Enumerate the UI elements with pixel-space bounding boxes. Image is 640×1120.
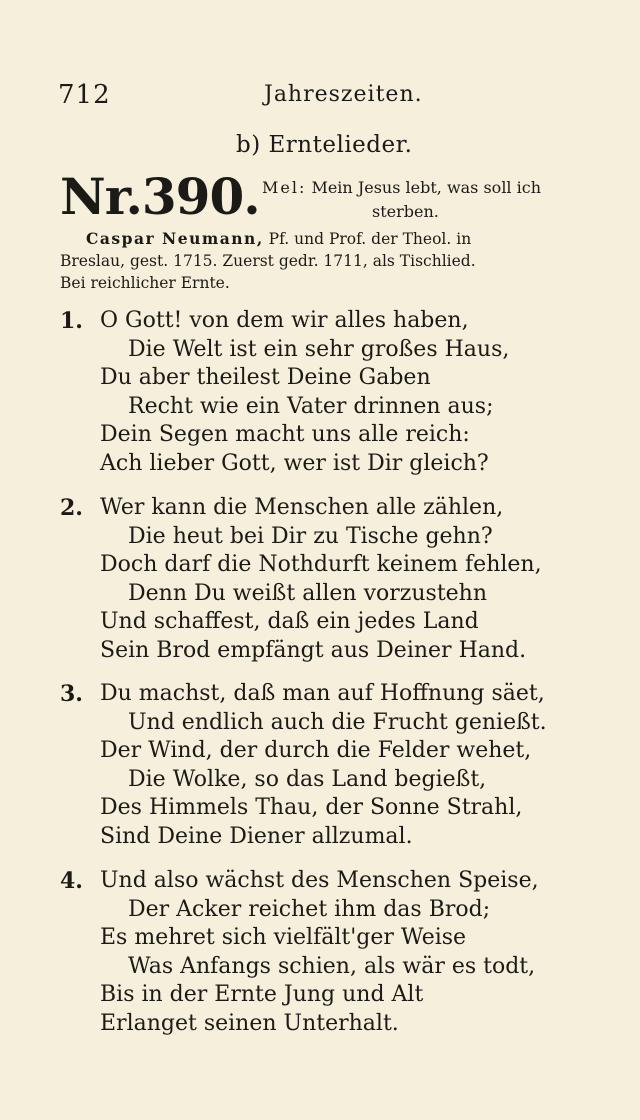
- verse-number: 3.: [60, 681, 83, 707]
- verse-line: Und endlich auch die Frucht genießt.: [128, 709, 547, 735]
- author-name: Caspar Neumann,: [86, 229, 264, 248]
- verse-line: Recht wie ein Vater drinnen aus;: [128, 393, 494, 419]
- verse-line: Die heut bei Dir zu Tische gehn?: [128, 523, 493, 549]
- verse-line: O Gott! von dem wir alles haben,: [100, 308, 469, 333]
- verse-line: Der Acker reichet ihm das Brod;: [128, 896, 491, 922]
- verse-line: Ach lieber Gott, wer ist Dir gleich?: [100, 450, 489, 476]
- verse-line: Der Wind, der durch die Felder wehet,: [100, 738, 532, 764]
- melody-title: Mein Jesus lebt, was soll ich: [311, 178, 542, 197]
- verse: [60, 680, 588, 852]
- verse: [60, 867, 588, 1039]
- verse-line: Denn Du weißt allen vorzustehn: [128, 580, 488, 606]
- verse-line: Die Wolke, so das Land begießt,: [128, 766, 487, 792]
- verse-number: 2.: [60, 495, 83, 521]
- author-line-3: Bei reichlicher Ernte.: [60, 274, 230, 292]
- verse-line: Was Anfangs schien, als wär es todt,: [128, 953, 536, 979]
- verse-line: Die Welt ist ein sehr großes Haus,: [128, 336, 510, 362]
- melody-label: Mel:: [262, 178, 307, 197]
- verse-line: Und schaffest, daß ein jedes Land: [100, 609, 479, 635]
- melody-reference: [262, 176, 582, 224]
- author-attribution: [60, 228, 588, 294]
- author-line-2: Breslau, gest. 1715. Zuerst gedr. 1711, als Tischlied.: [60, 252, 476, 270]
- verse-number: 1.: [60, 308, 83, 334]
- author-title: Pf. und Prof. der Theol. in: [268, 230, 472, 248]
- section-heading: b) Erntelieder.: [236, 132, 413, 158]
- running-title: Jahreszeiten.: [264, 82, 423, 107]
- page-number: 712: [58, 80, 111, 110]
- hymn-number: Nr.390.: [60, 167, 260, 226]
- page-header: [58, 80, 588, 114]
- verse-line: Sind Deine Diener allzumal.: [100, 823, 413, 849]
- verse-line: Du aber theilest Deine Gaben: [100, 365, 431, 391]
- verse-line: Doch darf die Nothdurft keinem fehlen,: [100, 552, 542, 578]
- verse-line: Dein Segen macht uns alle reich:: [100, 422, 470, 448]
- verse-line: Wer kann die Menschen alle zählen,: [100, 495, 504, 520]
- verse-number: 4.: [60, 868, 83, 894]
- melody-title-continued: sterben.: [372, 202, 439, 221]
- verse: [60, 494, 588, 666]
- verse-line: Des Himmels Thau, der Sonne Strahl,: [100, 795, 523, 821]
- verse-line: Du machst, daß man auf Hoffnung säet,: [100, 681, 545, 706]
- verse-line: Es mehret sich vielfält'ger Weise: [100, 925, 467, 951]
- verse-line: Bis in der Ernte Jung und Alt: [100, 982, 424, 1008]
- verse-line: Erlanget seinen Unterhalt.: [100, 1010, 399, 1036]
- verse-line: Sein Brod empfängt aus Deiner Hand.: [100, 637, 527, 663]
- verse: [60, 307, 588, 479]
- verse-line: Und also wächst des Menschen Speise,: [100, 868, 539, 893]
- author-line-1: [60, 228, 588, 250]
